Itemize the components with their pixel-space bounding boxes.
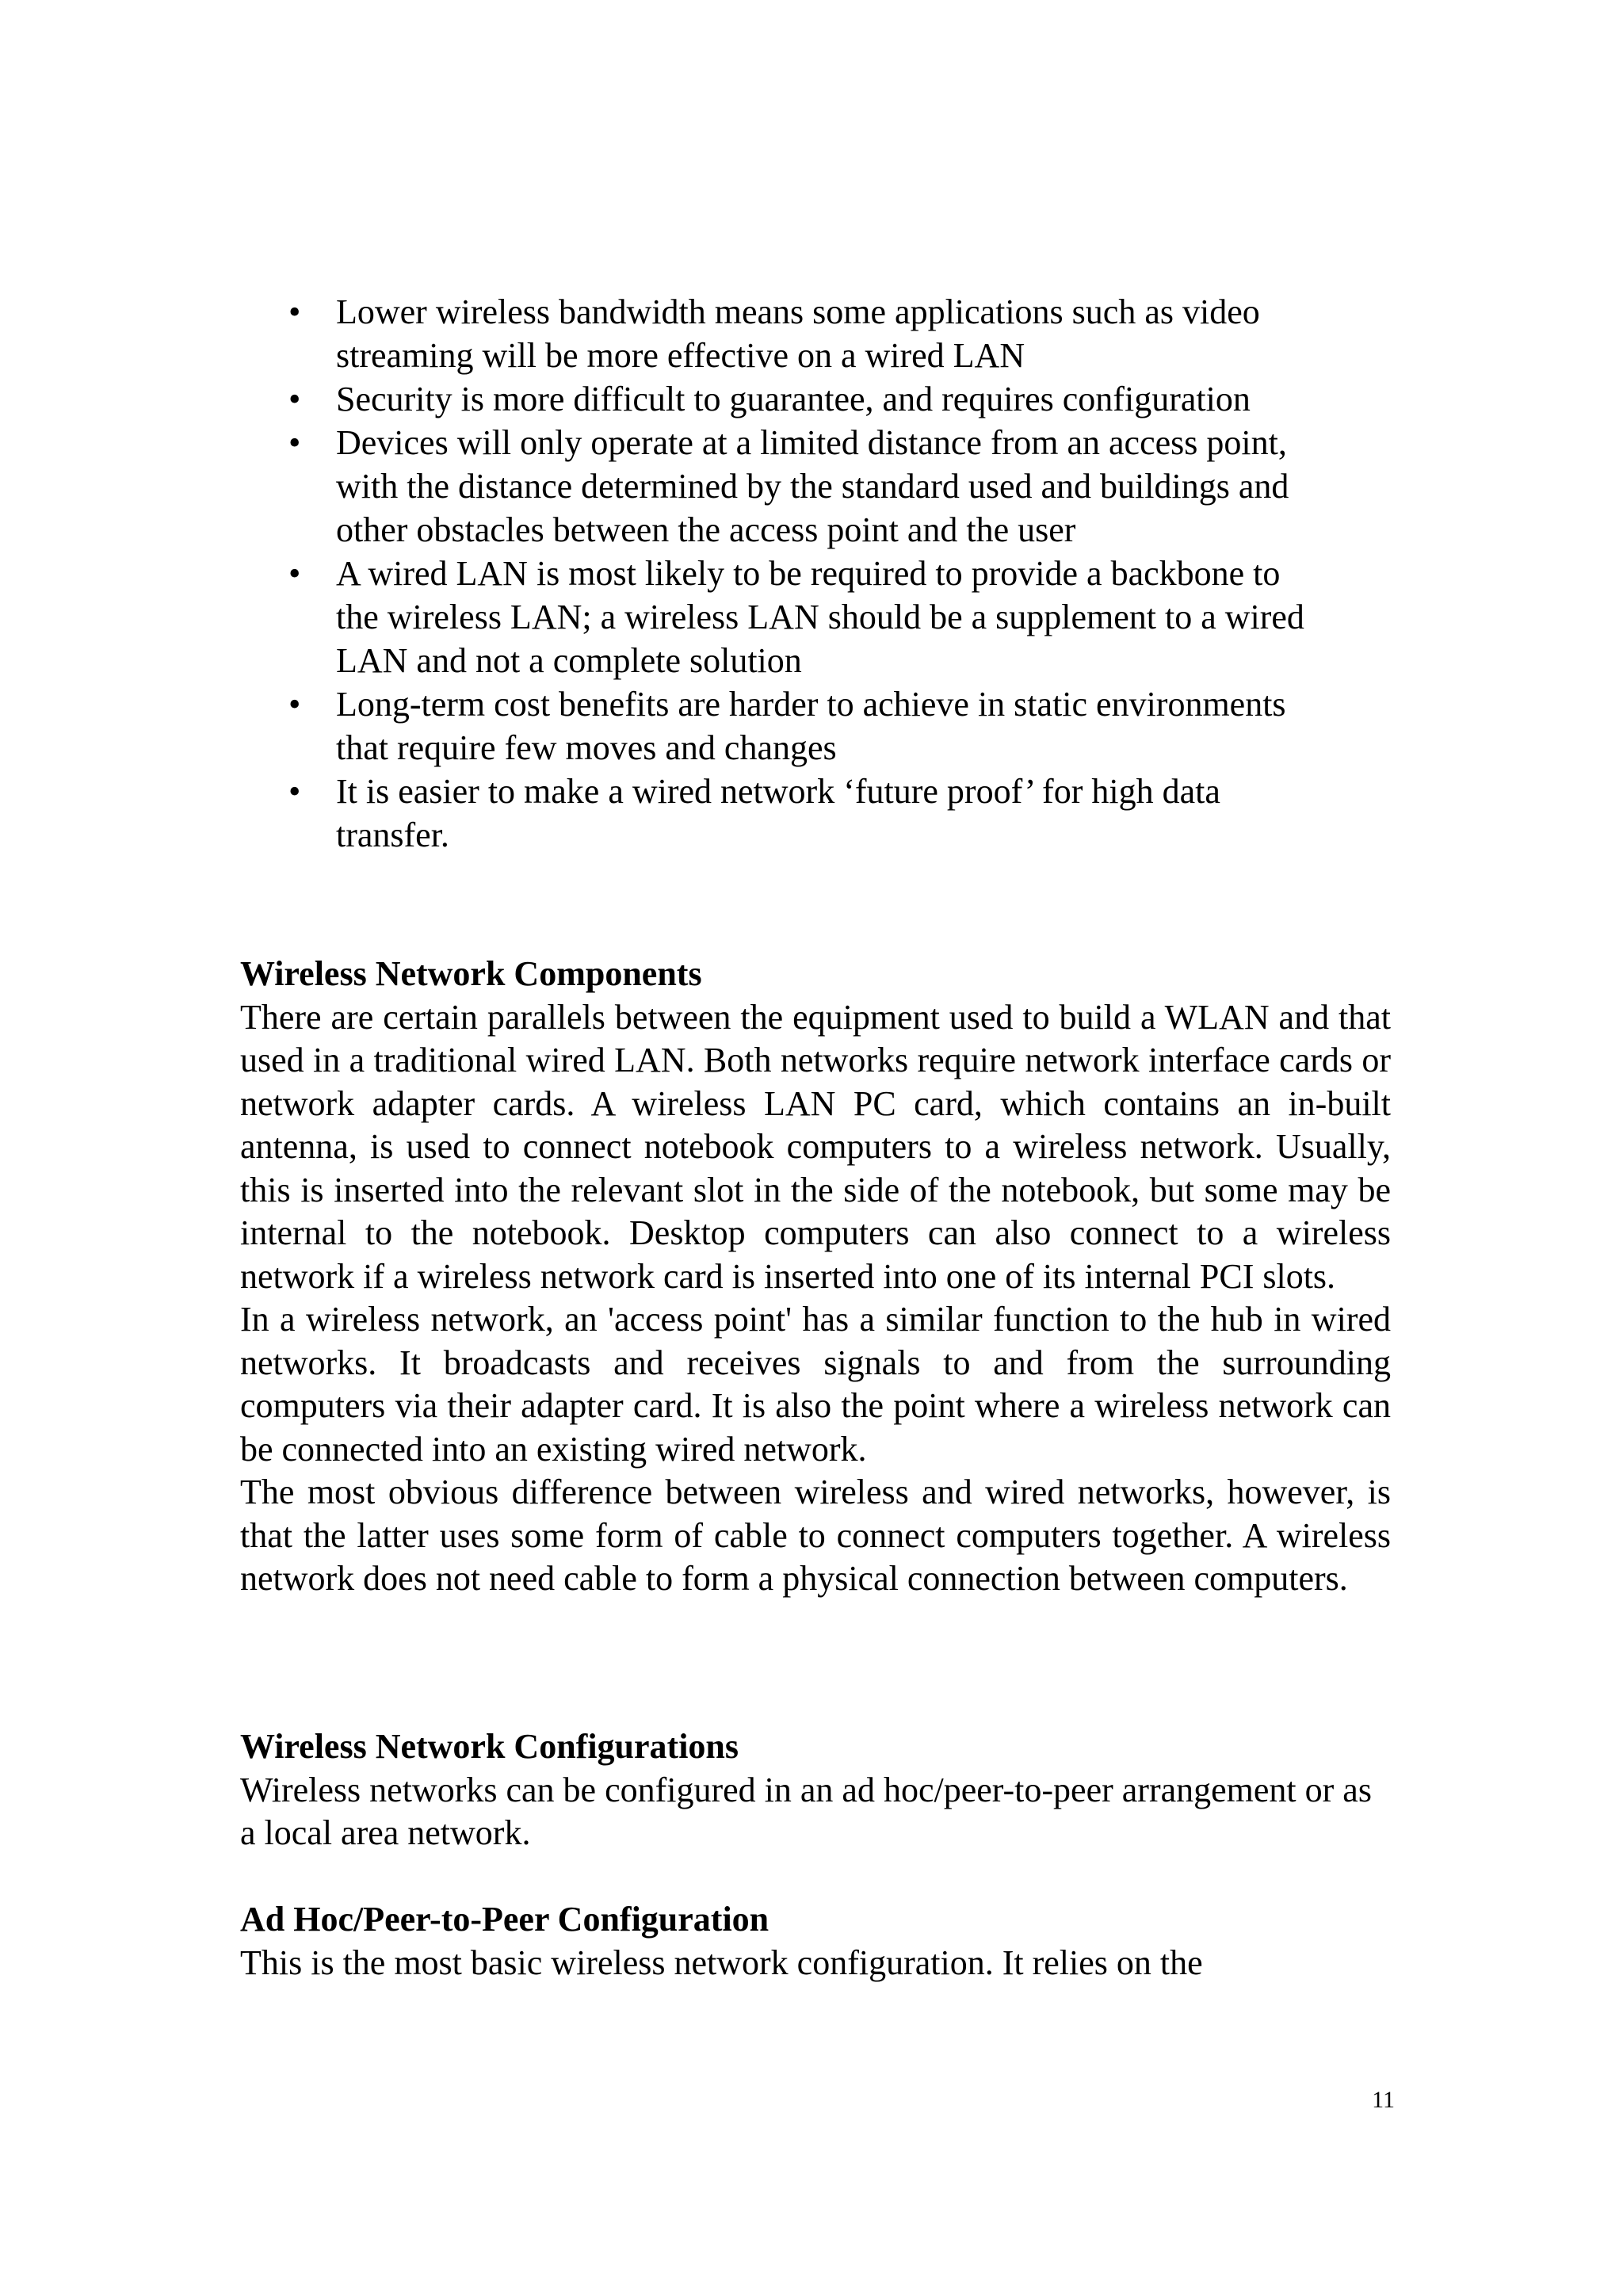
bullet-text: Lower wireless bandwidth means some applications such as video streaming will be more effective on a wired LAN: [336, 292, 1260, 375]
section-wireless-network-components: [240, 953, 1391, 1601]
bullet-item: [238, 682, 1395, 770]
section-ad-hoc-configuration: [240, 1898, 1391, 1985]
bullet-text: Security is more difficult to guarantee, and requires configuration: [336, 380, 1251, 418]
bullet-icon: •: [288, 772, 301, 811]
bullet-text: Long-term cost benefits are harder to achieve in static environments that require few moves and changes: [336, 685, 1286, 767]
bullet-item: [238, 421, 1395, 552]
section-wireless-network-configurations: [240, 1725, 1391, 1855]
bullet-item: [238, 377, 1395, 421]
bullet-icon: •: [288, 685, 301, 724]
section-heading: Wireless Network Components: [240, 954, 702, 993]
bullet-text: A wired LAN is most likely to be required to provide a backbone to the wireless LAN; a wireless LAN should be a supplement to a wired LAN and not a complete solution: [336, 554, 1304, 680]
bullet-item: [238, 552, 1395, 682]
bullet-item: [238, 290, 1395, 377]
disadvantages-bullet-list: [238, 290, 1395, 857]
section-paragraph: There are certain parallels between the equipment used to build a WLAN and that used in a traditional wired LAN. Both networks require network interface cards or network adapter cards. A wireless LAN PC card, which contains an in-built antenna, is used to connect notebook computers to a wireless network. Usually, this is inserted into the relevant slot in the side of the notebook, but some may be internal to the notebook. Desktop computers can also connect to a wireless network if a wireless network card is inserted into one of its internal PCI slots.: [240, 997, 1391, 1296]
bullet-icon: •: [288, 380, 301, 418]
bullet-text: It is easier to make a wired network ‘future proof’ for high data transfer.: [336, 772, 1220, 854]
section-paragraph: In a wireless network, an 'access point' has a similar function to the hub in wired networks. It broadcasts and receives signals to and from the surrounding computers via their adapter card. It is also the point where a wireless network can be connected into an existing wired network.: [240, 1300, 1391, 1469]
section-paragraph: This is the most basic wireless network configuration. It relies on the: [240, 1943, 1203, 1982]
section-heading: Wireless Network Configurations: [240, 1727, 739, 1766]
bullet-icon: •: [288, 554, 301, 593]
bullet-icon: •: [288, 423, 301, 462]
bullet-icon: •: [288, 292, 301, 331]
bullet-item: [238, 770, 1395, 857]
bullet-text: Devices will only operate at a limited distance from an access point, with the distance determined by the standard used and buildings and other obstacles between the access point and the user: [336, 423, 1289, 549]
section-heading: Ad Hoc/Peer-to-Peer Configuration: [240, 1900, 769, 1939]
page-number: 11: [1372, 2087, 1395, 2113]
section-paragraph: Wireless networks can be configured in an ad hoc/peer-to-peer arrangement or as a local area network.: [240, 1770, 1372, 1852]
section-paragraph: The most obvious difference between wireless and wired networks, however, is that the latter uses some form of cable to connect computers together. A wireless network does not need cable to form a physical connection between computers.: [240, 1473, 1391, 1598]
